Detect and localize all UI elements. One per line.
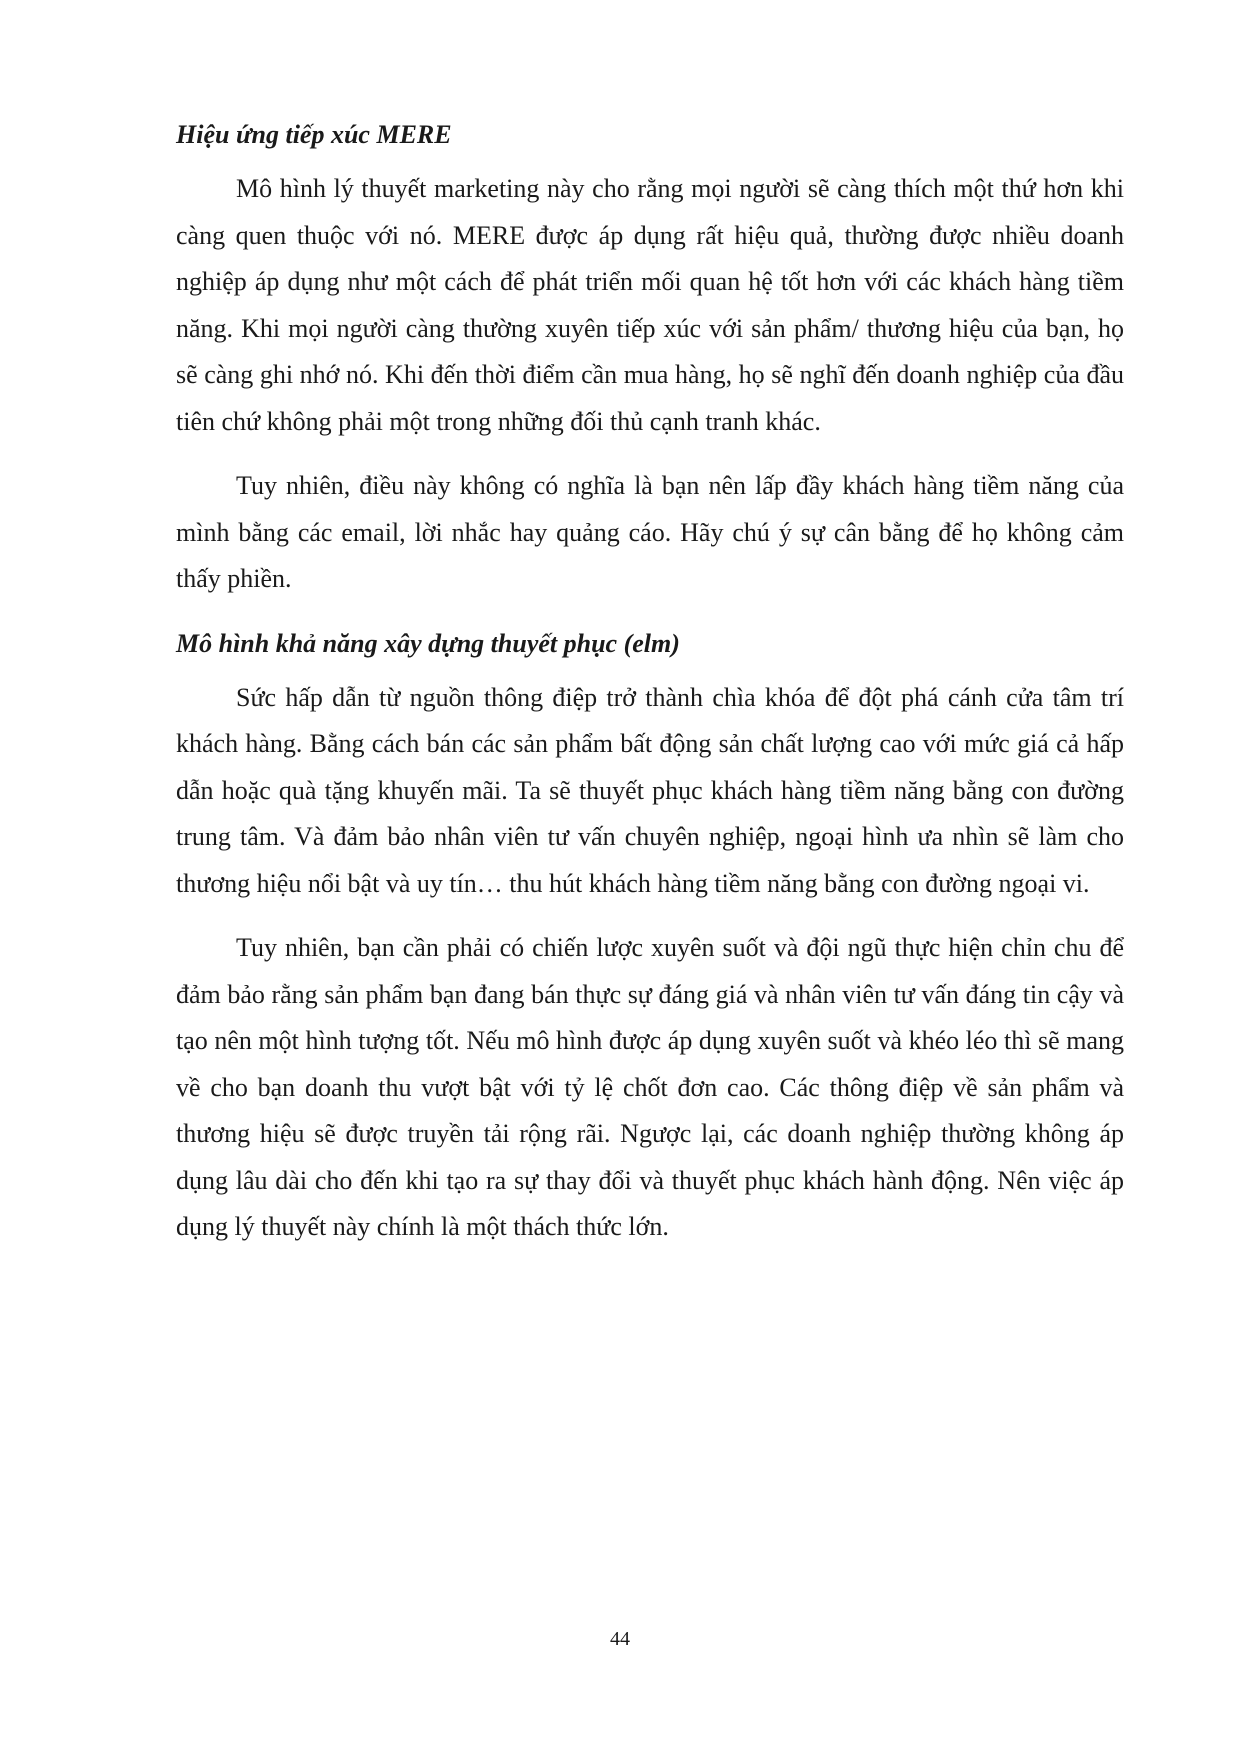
page-content [176, 112, 1124, 1269]
paragraph: Tuy nhiên, điều này không có nghĩa là bạn nên lấp đầy khách hàng tiềm năng của mình bằng các email, lời nhắc hay quảng cáo. Hãy chú ý sự cân bằng để họ không cảm thấy phiền. [176, 471, 1124, 593]
paragraph: Tuy nhiên, bạn cần phải có chiến lược xuyên suốt và đội ngũ thực hiện chỉn chu để đảm bảo rằng sản phẩm bạn đang bán thực sự đáng giá và nhân viên tư vấn đáng tin cậy và tạo nên một hình tượng tốt. Nếu mô hình được áp dụng xuyên suốt và khéo léo thì sẽ mang về cho bạn doanh thu vượt bật với tỷ lệ chốt đơn cao. Các thông điệp về sản phẩm và thương hiệu sẽ được truyền tải rộng rãi. Ngược lại, các doanh nghiệp thường không áp dụng lâu dài cho đến khi tạo ra sự thay đổi và thuyết phục khách hành động. Nên việc áp dụng lý thuyết này chính là một thách thức lớn. [176, 933, 1124, 1241]
section-heading-elm: Mô hình khả năng xây dựng thuyết phục (elm) [176, 628, 680, 658]
page-number: 44 [610, 1628, 630, 1650]
paragraph: Sức hấp dẫn từ nguồn thông điệp trở thành chìa khóa để đột phá cánh cửa tâm trí khách hàng. Bằng cách bán các sản phẩm bất động sản chất lượng cao với mức giá cả hấp dẫn hoặc quà tặng khuyến mãi. Ta sẽ thuyết phục khách hàng tiềm năng bằng con đường trung tâm. Và đảm bảo nhân viên tư vấn chuyên nghiệp, ngoại hình ưa nhìn sẽ làm cho thương hiệu nổi bật và uy tín… thu hút khách hàng tiềm năng bằng con đường ngoại vi. [176, 682, 1124, 898]
section-heading-mere: Hiệu ứng tiếp xúc MERE [176, 120, 452, 149]
paragraph: Mô hình lý thuyết marketing này cho rằng mọi người sẽ càng thích một thứ hơn khi càng quen thuộc với nó. MERE được áp dụng rất hiệu quả, thường được nhiều doanh nghiệp áp dụng như một cách để phát triển mối quan hệ tốt hơn với các khách hàng tiềm năng. Khi mọi người càng thường xuyên tiếp xúc với sản phẩm/ thương hiệu của bạn, họ sẽ càng ghi nhớ nó. Khi đến thời điểm cần mua hàng, họ sẽ nghĩ đến doanh nghiệp của đầu tiên chứ không phải một trong những đối thủ cạnh tranh khác. [176, 174, 1124, 436]
